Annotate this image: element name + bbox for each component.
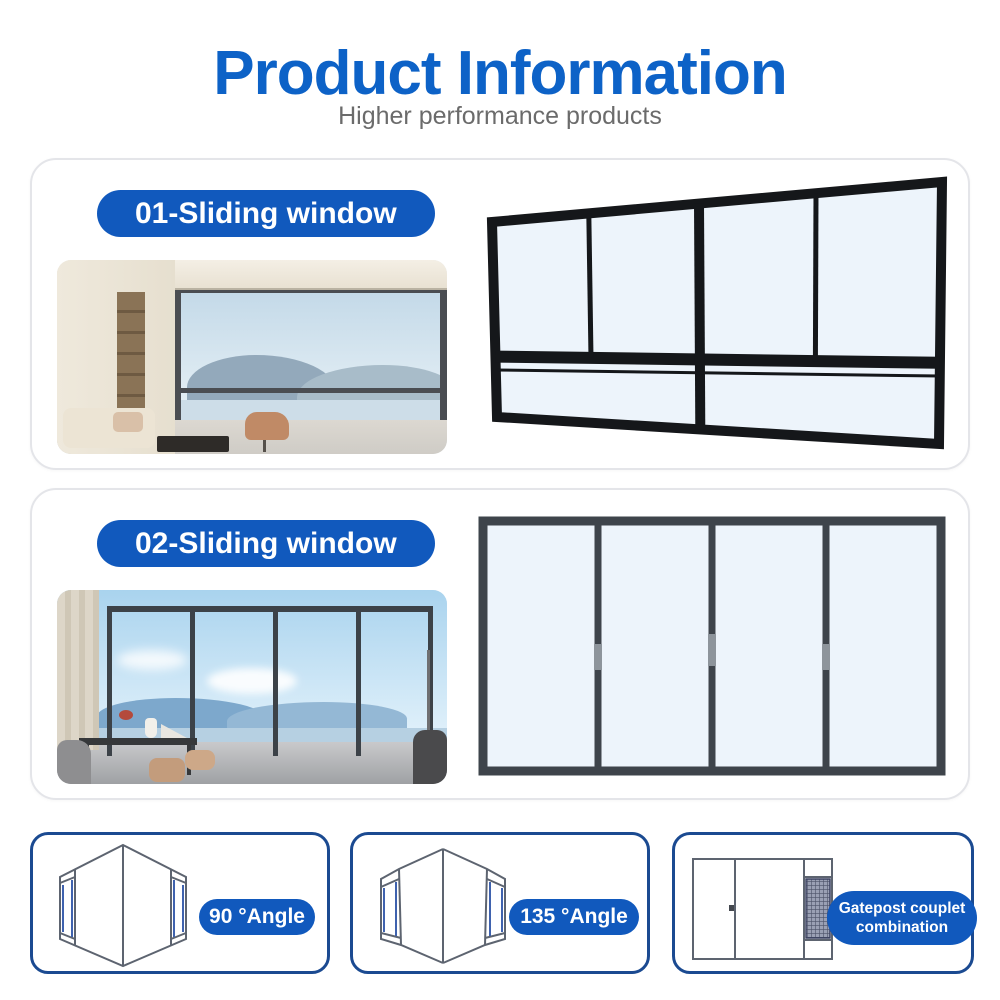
desk bbox=[79, 738, 197, 745]
chair bbox=[413, 730, 447, 784]
feature-card-135-angle bbox=[350, 832, 650, 974]
gatepost-couplet-diagram bbox=[687, 853, 839, 965]
cloud bbox=[207, 668, 297, 694]
door-handle bbox=[729, 905, 734, 911]
floor-lamp bbox=[427, 650, 430, 730]
door-handle bbox=[822, 644, 830, 670]
cloud bbox=[117, 650, 187, 670]
black-sliding-window-render bbox=[477, 174, 959, 459]
bookshelf bbox=[117, 292, 145, 422]
chair bbox=[57, 740, 91, 784]
door-mullion bbox=[356, 606, 361, 756]
feature-card-gatepost-couplet bbox=[672, 832, 974, 974]
door-mullion bbox=[107, 606, 112, 756]
section-sliding-window-01 bbox=[30, 158, 970, 470]
flowers bbox=[119, 710, 133, 720]
feature-label-135-angle: 135 °Angle bbox=[509, 899, 639, 935]
feature-label-90-angle: 90 °Angle bbox=[199, 899, 315, 935]
section-01-badge: 01-Sliding window bbox=[97, 190, 435, 237]
feature-label-gatepost-couplet: Gatepost couplet combination bbox=[827, 891, 977, 945]
mesh-screen bbox=[806, 879, 830, 938]
pillow bbox=[113, 412, 143, 432]
lake bbox=[175, 400, 447, 422]
armchair-leg bbox=[263, 440, 266, 452]
stool bbox=[149, 758, 185, 782]
living-room-window-photo-01 bbox=[57, 260, 447, 454]
vase bbox=[145, 718, 157, 738]
gray-sliding-door-render bbox=[478, 516, 946, 776]
coffee-table bbox=[157, 436, 229, 452]
laptop bbox=[161, 724, 187, 738]
door-mullion bbox=[273, 606, 278, 756]
corner-window-135-diagram bbox=[363, 841, 523, 969]
door-handle bbox=[708, 634, 716, 666]
corner-window-90-diagram bbox=[47, 839, 199, 971]
page-title: Product Information bbox=[213, 39, 787, 108]
window-rail bbox=[175, 388, 447, 393]
armchair bbox=[245, 412, 289, 440]
door-handle bbox=[594, 644, 602, 670]
section-sliding-window-02 bbox=[30, 488, 970, 800]
door-mullion bbox=[190, 606, 195, 756]
stool bbox=[185, 750, 215, 770]
door-frame bbox=[107, 606, 433, 612]
feature-card-90-angle bbox=[30, 832, 330, 974]
window-mullion bbox=[175, 288, 181, 422]
living-room-window-photo-02 bbox=[57, 590, 447, 784]
floor bbox=[57, 742, 447, 784]
curtain bbox=[57, 590, 99, 750]
page-subtitle: Higher performance products bbox=[338, 102, 662, 130]
window-mullion bbox=[440, 288, 447, 422]
section-02-badge: 02-Sliding window bbox=[97, 520, 435, 567]
